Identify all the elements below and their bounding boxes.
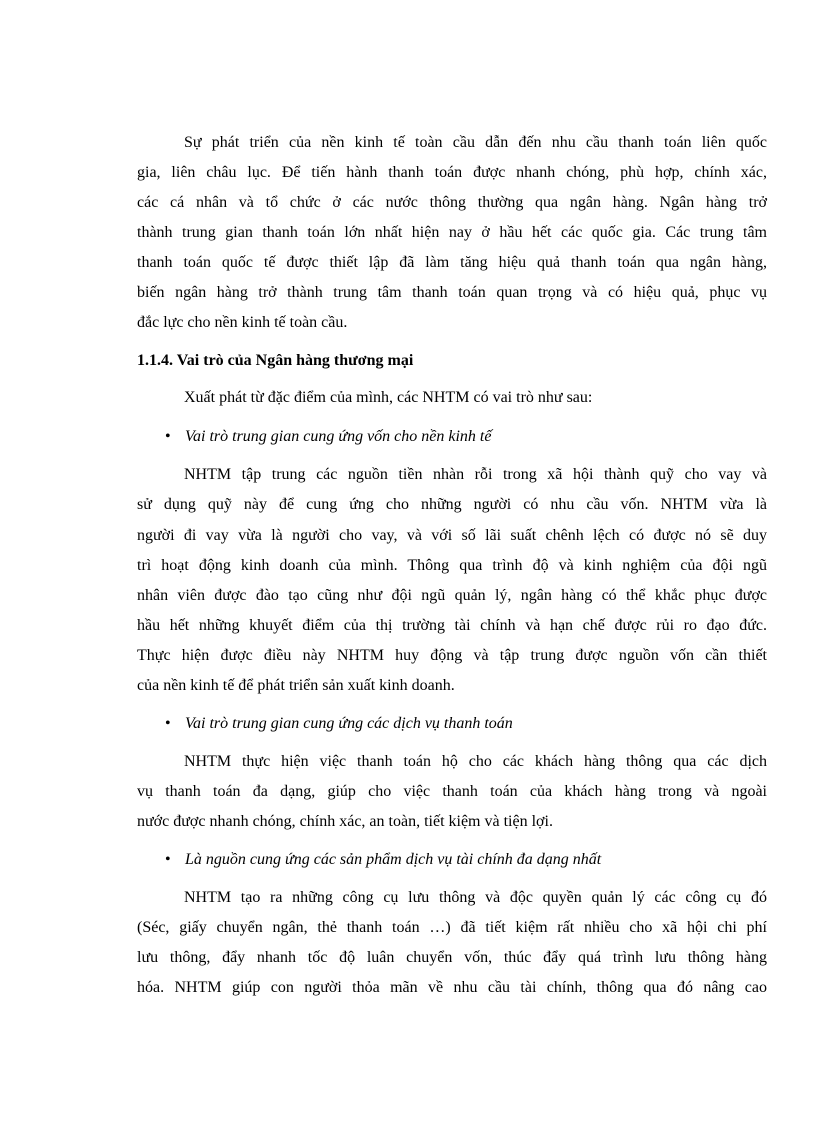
- bullet-icon: •: [165, 428, 171, 445]
- bullet-icon: •: [165, 715, 171, 732]
- paragraph-line: thành trung gian thanh toán lớn nhất hiện nay ở hầu hết các quốc gia. Các trung tâm: [137, 224, 767, 241]
- paragraph-line: Thực hiện được điều này NHTM huy động và tập trung được nguồn vốn cần thiết: [137, 647, 767, 664]
- bullet-title: Là nguồn cung ứng các sản phẩm dịch vụ tài chính đa dạng nhất: [185, 851, 602, 868]
- paragraph-line: biến ngân hàng trở thành trung tâm thanh toán quan trọng và có hiệu quả, phục vụ: [137, 284, 767, 301]
- section-heading: 1.1.4. Vai trò của Ngân hàng thương mại: [137, 352, 414, 369]
- paragraph-line: lưu thông, đẩy nhanh tốc độ luân chuyển vốn, thúc đẩy quá trình lưu thông hàng: [137, 949, 767, 966]
- paragraph-line: (Séc, giấy chuyển ngân, thẻ thanh toán …) đã tiết kiệm rất nhiều cho xã hội chi phí: [137, 919, 767, 936]
- paragraph-line: NHTM thực hiện việc thanh toán hộ cho các khách hàng thông qua các dịch: [184, 753, 767, 770]
- paragraph-line: vụ thanh toán đa dạng, giúp cho việc thanh toán của khách hàng trong và ngoài: [137, 783, 767, 800]
- bullet-item: [165, 427, 491, 447]
- bullet-title: Vai trò trung gian cung ứng vốn cho nền kinh tế: [185, 428, 492, 445]
- paragraph-line: của nền kinh tế để phát triển sản xuất kinh doanh.: [137, 677, 455, 694]
- paragraph-line: người đi vay vừa là người cho vay, và với số lãi suất chênh lệch có được nó sẽ duy: [137, 527, 767, 544]
- paragraph-line: sử dụng quỹ này để cung ứng cho những người có nhu cầu vốn. NHTM vừa là: [137, 496, 767, 513]
- paragraph-line: hầu hết những khuyết điểm của thị trường tài chính và hạn chế được rủi ro đạo đức.: [137, 617, 767, 634]
- paragraph-line: gia, liên châu lục. Để tiến hành thanh toán được nhanh chóng, phù hợp, chính xác,: [137, 164, 767, 181]
- paragraph-line: nhân viên được đào tạo cũng như đội ngũ quản lý, ngân hàng có thể khắc phục được: [137, 587, 767, 604]
- bullet-item: [165, 850, 601, 870]
- paragraph-line: đắc lực cho nền kinh tế toàn cầu.: [137, 314, 348, 331]
- paragraph-line: NHTM tập trung các nguồn tiền nhàn rỗi trong xã hội thành quỹ cho vay và: [184, 466, 767, 483]
- bullet-icon: •: [165, 851, 171, 868]
- paragraph-line: các cá nhân và tổ chức ở các nước thông thường qua ngân hàng. Ngân hàng trở: [137, 194, 767, 211]
- paragraph-line: trì hoạt động kinh doanh của mình. Thông qua trình độ và kinh nghiệm của đội ngũ: [137, 557, 767, 574]
- paragraph-line: Sự phát triển của nền kinh tế toàn cầu dẫn đến nhu cầu thanh toán liên quốc: [184, 134, 767, 151]
- section-intro: Xuất phát từ đặc điểm của mình, các NHTM có vai trò như sau:: [184, 389, 593, 406]
- bullet-title: Vai trò trung gian cung ứng các dịch vụ thanh toán: [185, 715, 513, 732]
- paragraph-line: hóa. NHTM giúp con người thỏa mãn về nhu cầu tài chính, thông qua đó nâng cao: [137, 979, 767, 996]
- paragraph-line: nước được nhanh chóng, chính xác, an toàn, tiết kiệm và tiện lợi.: [137, 813, 553, 830]
- paragraph-line: NHTM tạo ra những công cụ lưu thông và độc quyền quản lý các công cụ đó: [184, 889, 767, 906]
- bullet-item: [165, 714, 513, 734]
- paragraph-line: thanh toán quốc tế được thiết lập đã làm tăng hiệu quả thanh toán qua ngân hàng,: [137, 254, 767, 271]
